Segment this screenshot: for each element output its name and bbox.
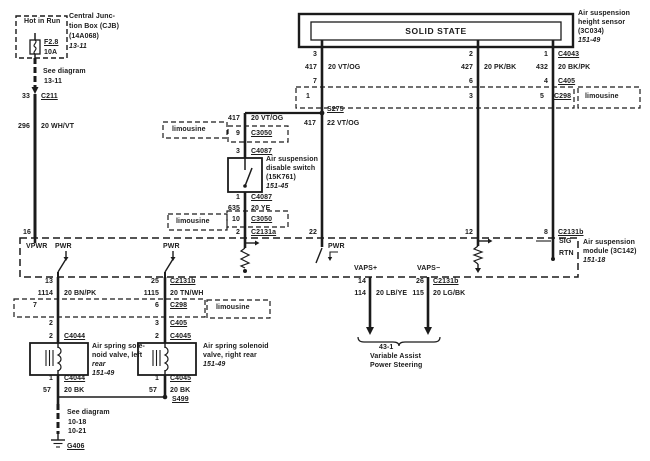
wire-635-name: 20 YE [251,205,271,212]
conn-c2131a: C2131a [251,229,277,236]
pin-2: 2 [469,51,473,58]
see-diagram-top-1: See diagram [43,68,86,75]
cjb-label-3: (14A068) [69,33,99,40]
valve-right-label-1: Air spring solenoid [203,343,269,350]
pin-2-c4045: 2 [155,333,159,340]
conn-c4087-3: C4087 [251,148,273,155]
coil-icon [165,347,168,371]
limousine-box-1-label: limousine [585,93,619,100]
arrow-down-icon [366,327,374,335]
ground-g406: G406 [67,443,85,450]
cjb-label-4: 13-11 [69,43,87,50]
module-pwr-label-2: PWR [163,243,180,250]
valve-left-label-4: 151-49 [92,370,115,377]
pin-2-c2131a: 2 [236,229,240,236]
wire-cjb-to-c211 [32,58,39,94]
pin-33: 33 [22,93,30,100]
pin-2-c405: 2 [49,320,53,327]
pin-8: 8 [544,229,548,236]
pin-1-c4044: 1 [49,375,53,382]
pin-3-c405: 3 [155,320,159,327]
pin-3-c4087: 3 [236,148,240,155]
wire-635-num: 635 [228,205,240,212]
wire-114-name: 20 LB/YE [376,290,408,297]
valve-left-label-2: noid valve, left [92,352,143,359]
module-vaps-plus-label: VAPS+ [354,265,378,272]
vaps-outputs [358,277,440,346]
vaps-dest-label-1: 43-1 [379,344,394,351]
arrow-down-icon [475,268,481,273]
pin-4: 4 [544,78,548,85]
coil-icon [58,347,61,371]
wire-1114-num: 1114 [37,290,53,297]
arrow-right-icon [488,239,493,244]
module-label-3: 151-18 [583,257,606,264]
arrow-down-icon [328,257,332,261]
disable-switch-label-2: disable switch [266,165,316,172]
arrow-right-icon [255,241,260,246]
pin-25: 25 [151,278,159,285]
solid-state-label: SOLID STATE [405,26,467,36]
pin-3-c298: 3 [469,93,473,100]
arrow-down-icon [424,327,432,335]
wire-114-num: 114 [354,290,366,297]
splice-dot-icon [320,111,325,116]
fuse-rating: 10A [44,49,58,56]
pin-1-c4087: 1 [236,194,240,201]
wire-57-left-num: 57 [43,387,51,394]
wire-296-num: 296 [18,123,30,130]
switch-blade-icon [316,248,322,263]
vaps-dest-label-3: Power Steering [370,362,423,369]
module-pwr-label-1: PWR [55,243,72,250]
wire-427-name: 20 PK/BK [484,64,517,71]
module-label-1: Air suspension [583,239,635,246]
resistor-icon [474,246,482,264]
ground-icon [51,434,65,447]
brace-icon [358,337,440,346]
resistor-icon [241,248,249,268]
splice-dot-icon [163,395,168,400]
conn-c4087-1: C4087 [251,194,273,201]
see-diagram-bottom-1: See diagram [67,409,110,416]
pin-1-c4045: 1 [155,375,159,382]
wire-417-name-a: 20 VT/OG [328,64,361,71]
pin-26: 26 [416,278,424,285]
module-vaps-minus-label: VAPS− [417,265,441,272]
wire-57-right-num: 57 [149,387,157,394]
pin-3: 3 [313,51,317,58]
module-box [20,238,578,277]
switch-blade-icon [58,259,66,272]
wire-432-num: 432 [536,64,548,71]
disable-switch-label-1: Air suspension [266,156,318,163]
conn-c4044-2: C4044 [64,333,86,340]
sensor-label-3: (3C034) [578,28,604,35]
cjb-label-1: Central Junc- [69,13,116,20]
limousine-box-3-label: limousine [176,218,210,225]
vaps-dest-label-2: Variable Assist [370,353,422,360]
pin-6: 6 [469,78,473,85]
sensor-label-4: 151-49 [578,37,601,44]
conn-c405-b: C405 [170,320,188,327]
limousine-box-2-label: limousine [172,126,206,133]
valve-left-label-3: rear [92,361,106,368]
pin-12: 12 [465,229,473,236]
module-pwr-label-3: PWR [328,243,345,250]
module-internals [35,238,555,277]
conn-c4043: C4043 [558,51,580,58]
wire-1115-num: 1115 [143,290,159,297]
pin-9: 9 [236,130,240,137]
pin-7-c298: 7 [33,302,37,309]
pin-5-c298: 5 [540,93,544,100]
wire-417-name-c: 20 VT/OG [251,115,284,122]
pin-16: 16 [23,229,31,236]
valve-right-label-3: 151-49 [203,361,226,368]
wire-432-name: 20 BK/PK [558,64,591,71]
wire-115-name: 20 LG/BK [433,290,466,297]
conn-c3050-10: C3050 [251,216,273,223]
conn-c298-b: C298 [170,302,188,309]
conn-c3050-9: C3050 [251,130,273,137]
conn-c405-a: C405 [558,78,576,85]
pin-2-c4044: 2 [49,333,53,340]
pin-1: 1 [544,51,548,58]
switch-blade-icon [165,259,173,272]
see-diagram-bottom-2: 10-18 [68,419,87,426]
conn-c298-a: C298 [554,93,572,100]
module-label-2: module (3C142) [583,248,637,255]
conn-c2131b-8: C2131b [558,229,584,236]
see-diagram-bottom-3: 10-21 [68,428,87,435]
conn-c4044-1: C4044 [64,375,86,382]
pin-14: 14 [358,278,366,285]
wire-1114-name: 20 BN/PK [64,290,97,297]
conn-c2131b-25: C2131b [170,278,196,285]
module-vpwr-label: VPWR [26,243,48,250]
solenoid-branches [14,277,270,447]
splice-s275: S275 [327,106,344,113]
wire-1115-name: 20 TN/WH [170,290,204,297]
sensor-label-1: Air suspension [578,10,630,17]
conn-c211: C211 [41,93,58,100]
cjb-label-2: tion Box (CJB) [69,23,120,30]
module-sig-label: SIG [559,238,572,245]
wire-417-num-a: 417 [305,64,317,71]
wire-57-left-name: 20 BK [64,387,85,394]
wire-57-right-name: 20 BK [170,387,191,394]
pin-6-c298: 6 [155,302,159,309]
disable-switch-label-4: 151-45 [266,183,289,190]
wire-417-name-b: 22 VT/OG [327,120,360,127]
pin-1-c298: 1 [306,93,310,100]
limousine-box-4-label: limousine [216,304,250,311]
wire-417-num-b: 417 [304,120,316,127]
pin-7: 7 [313,78,317,85]
pin-10: 10 [232,216,240,223]
wire-427-num: 427 [461,64,473,71]
wire-115-num: 115 [412,290,424,297]
valve-left-label-1: Air spring sole- [92,343,145,350]
arrow-down-icon [32,87,39,94]
conn-c2131b-26: C2131b [433,278,459,285]
conn-c4045-1: C4045 [170,375,192,382]
hot-in-run-label: Hot in Run [24,18,61,25]
valve-right-label-2: valve, right rear [203,352,257,359]
splice-s499: S499 [172,396,189,403]
switch-blade-icon [245,168,252,186]
conn-c4045-2: C4045 [170,333,192,340]
module-rtn-label: RTN [559,250,574,257]
pin-13: 13 [45,278,53,285]
sensor-label-2: height sensor [578,19,626,26]
fuse-name: F2.8 [44,39,59,46]
wire-296-name: 20 WH/VT [41,123,75,130]
wire-417-num-c: 417 [228,115,240,122]
see-diagram-top-2: 13-11 [44,78,63,85]
disable-switch-label-3: (15K761) [266,174,296,181]
pin-22: 22 [309,229,317,236]
